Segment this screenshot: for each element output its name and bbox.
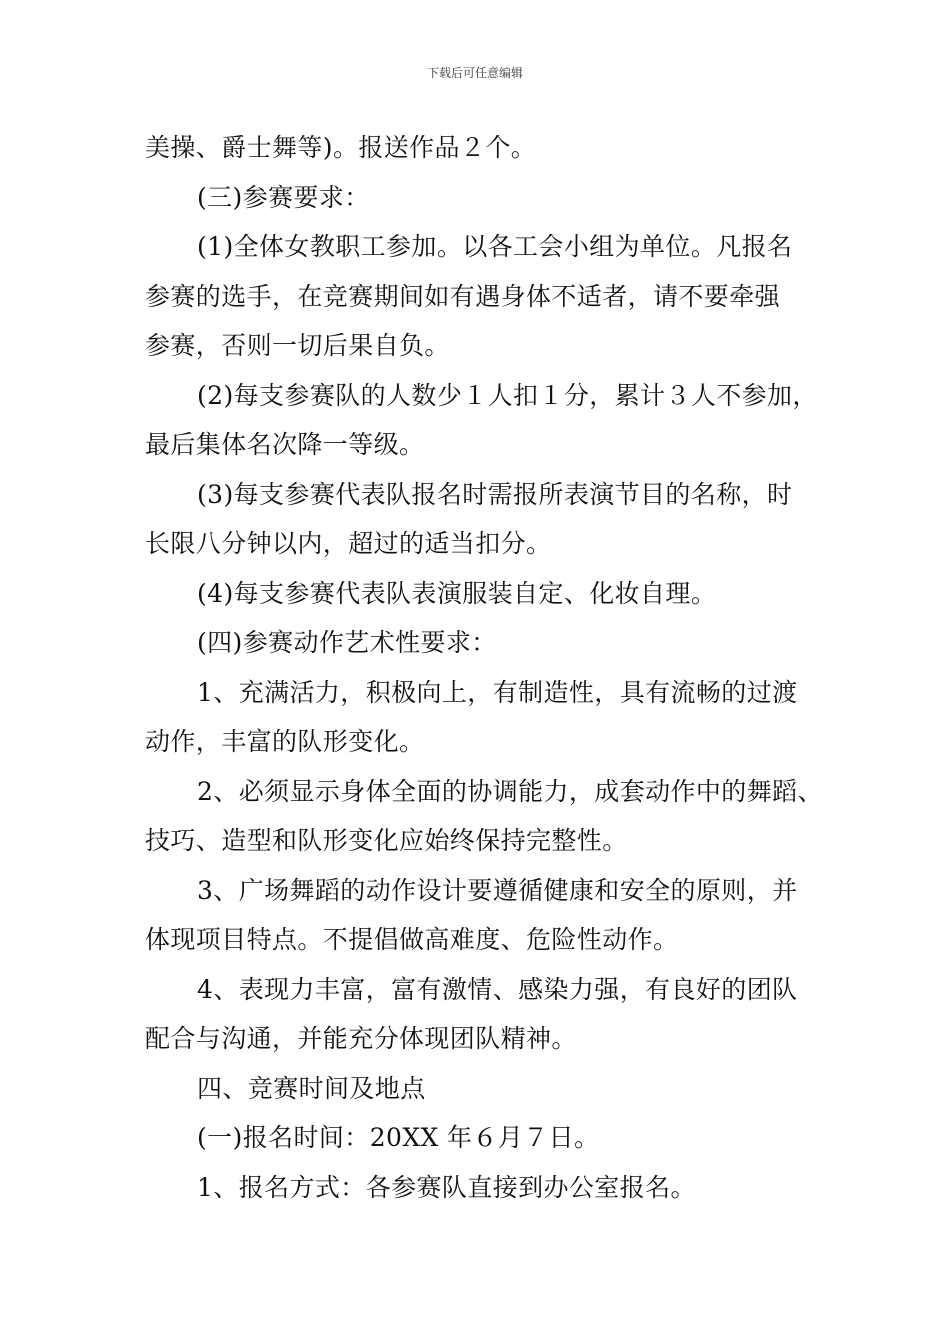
section-heading: (三)参赛要求： [197, 182, 370, 212]
body-line: (1)全体女教职工参加。以各工会小组为单位。凡报名 [197, 232, 793, 261]
body-line: (2)每支参赛队的人数少１人扣１分，累计３人不参加， [197, 380, 818, 410]
body-line: 4、表现力丰富，富有激情、感染力强，有良好的团队 [197, 974, 798, 1004]
section-heading: 四、竞赛时间及地点 [197, 1073, 426, 1103]
body-line: (一)报名时间：20XX 年６月７日。 [197, 1123, 600, 1152]
body-line: 参赛的选手，在竞赛期间如有遇身体不适者，请不要牵强 [145, 281, 781, 311]
body-line: 参赛，否则一切后果自负。 [145, 331, 450, 360]
body-line: (4)每支参赛代表队表演服装自定、化妆自理。 [197, 578, 717, 608]
section-heading: (四)参赛动作艺术性要求： [197, 628, 497, 657]
body-line: 配合与沟通，并能充分体现团队精神。 [145, 1024, 577, 1053]
body-line: 技巧、造型和队形变化应始终保持完整性。 [145, 826, 628, 855]
body-line: 3、广场舞蹈的动作设计要遵循健康和安全的原则，并 [197, 875, 798, 905]
body-line: 长限八分钟以内，超过的适当扣分。 [145, 529, 552, 558]
body-line: 动作，丰富的队形变化。 [145, 727, 425, 756]
body-line: 1、报名方式：各参赛队直接到办公室报名。 [197, 1172, 696, 1202]
document-body [145, 123, 835, 1212]
body-line: 1、充满活力，积极向上，有制造性，具有流畅的过渡 [197, 677, 798, 707]
body-line: 2、必须显示身体全面的协调能力，成套动作中的舞蹈、 [197, 776, 823, 806]
body-line: 美操、爵士舞等)。报送作品２个。 [145, 133, 537, 162]
body-line: 最后集体名次降一等级。 [145, 430, 425, 459]
page-header-note: 下载后可任意编辑 [426, 66, 523, 80]
body-line: 体现项目特点。不提倡做高难度、危险性动作。 [145, 925, 679, 954]
body-line: (3)每支参赛代表队报名时需报所表演节目的名称，时 [197, 479, 793, 509]
